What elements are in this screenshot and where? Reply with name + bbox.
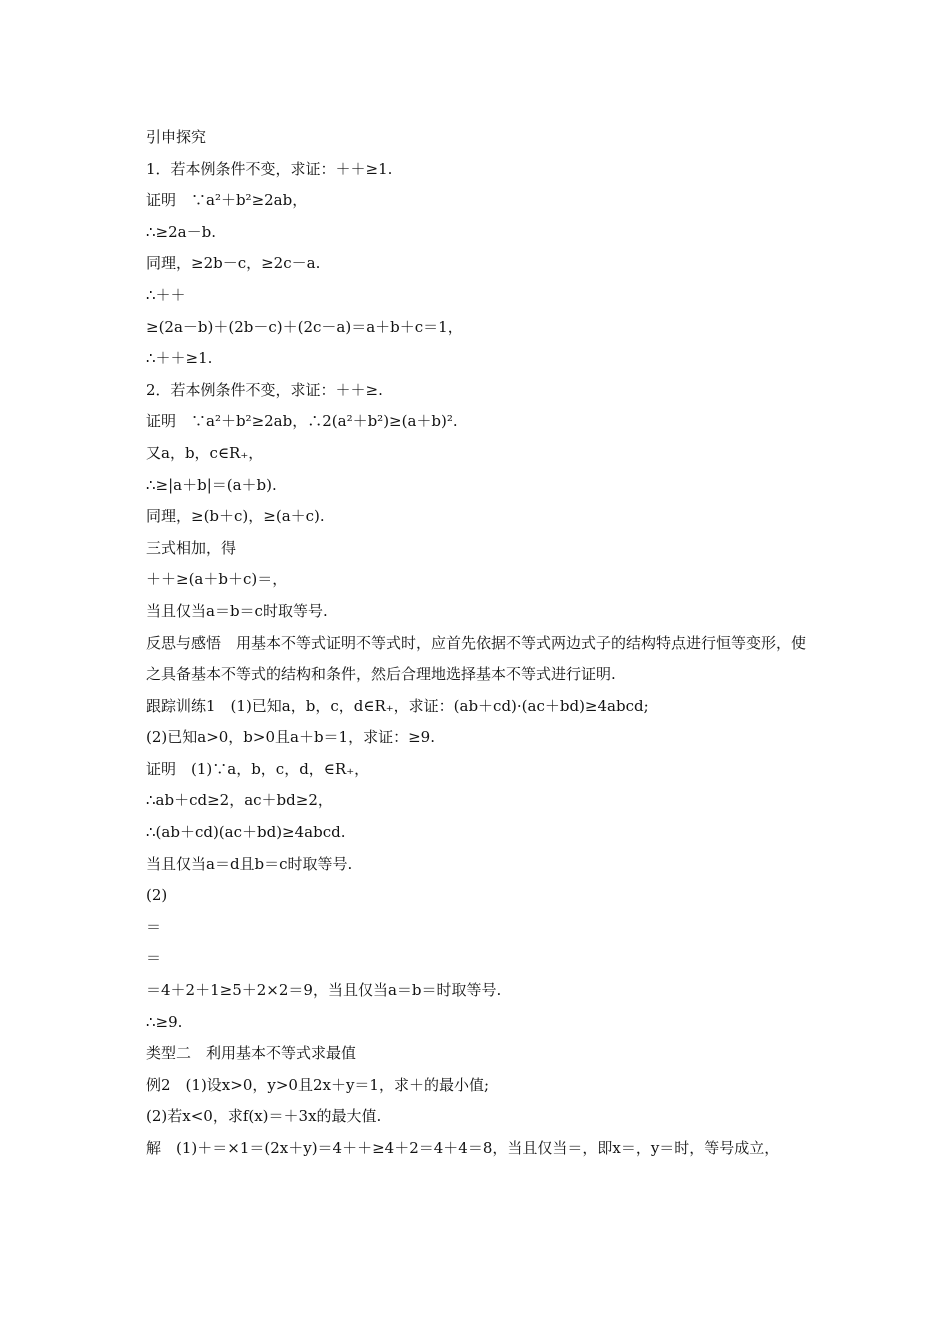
text-line: (2): [146, 886, 168, 905]
text-line: 又a，b，c∈R₊，: [146, 443, 264, 462]
text-line: ∴≥|a＋b|＝(a＋b).: [146, 475, 277, 494]
text-line: 三式相加，得: [146, 538, 237, 557]
solution-paragraph: 解 (1)＋＝×1＝(2x＋y)＝4＋＋≥4＋2＝4＋4＝8，当且仅当＝，即x＝，y＝时，等号成立，: [146, 1139, 780, 1157]
text-line: ∴＋＋: [146, 285, 186, 304]
text-line: ≥(2a－b)＋(2b－c)＋(2c－a)＝a＋b＋c＝1，: [146, 317, 463, 336]
text-line: ∴(ab＋cd)(ac＋bd)≥4abcd.: [146, 823, 346, 842]
text-line: 跟踪训练1 (1)已知a，b，c，d∈R₊，求证：(ab＋cd)·(ac＋bd)≥4abcd;: [146, 696, 649, 715]
text-line: ＝4＋2＋1≥5＋2×2＝9，当且仅当a＝b＝时取等号.: [146, 981, 502, 1000]
text-line: 当且仅当a＝d且b＝c时取等号.: [146, 854, 353, 873]
section-heading: 类型二 利用基本不等式求最值: [146, 1044, 357, 1063]
text-line: ∴＋＋≥1.: [146, 349, 213, 368]
text-line: 例2 (1)设x>0，y>0且2x＋y＝1，求＋的最小值;: [146, 1075, 490, 1094]
text-line: 证明 (1)∵a，b，c，d，∈R₊，: [146, 759, 370, 778]
text-line: (2)若x<0，求f(x)＝＋3x的最大值.: [146, 1107, 382, 1126]
section-heading: 引申探究: [146, 128, 207, 146]
text-line: 1．若本例条件不变，求证：＋＋≥1.: [146, 159, 393, 178]
text-line: 同理，≥2b－c，≥2c－a.: [146, 254, 321, 273]
text-line: 2．若本例条件不变，求证：＋＋≥.: [146, 380, 383, 399]
text-line: 同理，≥(b＋c)，≥(a＋c).: [146, 507, 325, 526]
text-line: ＝: [146, 917, 162, 936]
text-line: ＋＋≥(a＋b＋c)＝，: [146, 570, 288, 589]
text-line: 当且仅当a＝b＝c时取等号.: [146, 601, 328, 620]
text-line: (2)已知a>0，b>0且a＋b＝1，求证：≥9.: [146, 728, 435, 747]
reflection-paragraph: 反思与感悟 用基本不等式证明不等式时，应首先依据不等式两边式子的结构特点进行恒等变形，使之具备基本不等式的结构和条件，然后合理地选择基本不等式进行证明.: [146, 633, 807, 684]
document-body: [146, 122, 816, 1165]
text-line: ＝: [146, 949, 162, 968]
text-line: ∴ab＋cd≥2，ac＋bd≥2，: [146, 791, 333, 810]
text-line: 证明 ∵a²＋b²≥2ab，: [146, 191, 308, 210]
text-line: ∴≥2a－b.: [146, 222, 216, 241]
text-line: ∴≥9.: [146, 1012, 183, 1031]
text-line: 证明 ∵a²＋b²≥2ab，∴2(a²＋b²)≥(a＋b)².: [146, 412, 458, 431]
